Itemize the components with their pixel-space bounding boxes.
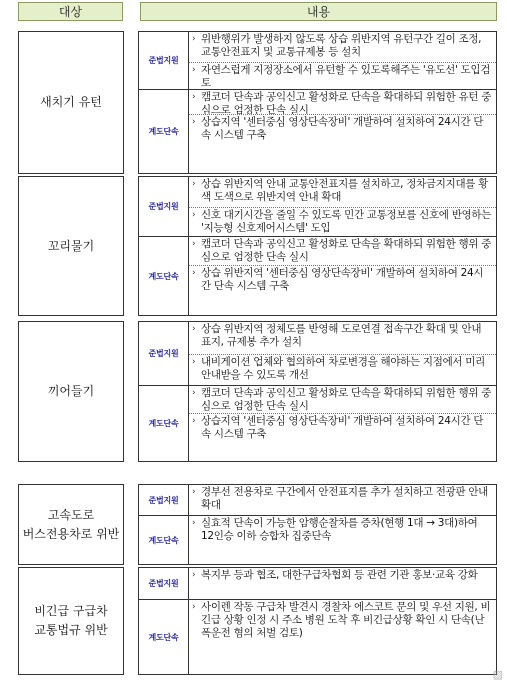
list-item (189, 90, 496, 114)
item-text: 신호 대기시간을 줄일 수 있도록 민간 교통정보를 신호에 반영하는 '지능형 신호제어시스템' 도입 (201, 209, 492, 234)
policy-row (0, 321, 507, 462)
enforcement-items (189, 90, 496, 173)
item-text: 위반행위가 발생하지 않도록 상습 위반지역 유턴구간 길이 조정, 교통안전표지 및 교통규제봉 등 설치 (201, 33, 482, 58)
bullet-icon: › (192, 602, 196, 612)
item-text: 상습지역 '센터중심 영상단속장비' 개발하여 설치하여 24시간 단속 시스템 구축 (201, 415, 484, 440)
target-column-header: 대상 (18, 2, 123, 21)
list-item (189, 516, 496, 554)
enforcement-items (189, 237, 496, 315)
bullet-icon: › (192, 210, 196, 220)
list-item (189, 32, 496, 62)
list-item (189, 568, 496, 600)
enforcement-section (139, 386, 496, 461)
content-cell (138, 567, 497, 675)
enforcement-section (139, 600, 496, 674)
policy-row (0, 484, 507, 565)
enforcement-items (189, 600, 496, 674)
enforcement-items (189, 516, 496, 564)
content-cell (138, 176, 497, 316)
bullet-icon: › (192, 65, 196, 75)
enforcement-label: 계도단속 (139, 90, 189, 173)
list-item (189, 237, 496, 265)
support-items (189, 322, 496, 385)
content-cell (138, 484, 497, 565)
support-label: 준법지원 (139, 485, 189, 515)
enforcement-section (139, 516, 496, 564)
item-text: 실효적 단속이 가능한 암행순찰차를 증차(현행 1대 → 3대)하여 12인승 이하 승합차 집중단속 (201, 517, 478, 542)
list-item (189, 413, 496, 442)
bullet-icon: › (192, 388, 196, 398)
list-item (189, 207, 496, 237)
content-cell (138, 31, 497, 174)
bullet-icon: › (192, 117, 196, 127)
support-items (189, 177, 496, 236)
watermark-mark: ▨ (492, 668, 503, 681)
support-items (189, 485, 496, 515)
list-item (189, 265, 496, 293)
enforcement-label: 계도단속 (139, 516, 189, 564)
enforcement-section (139, 90, 496, 173)
list-item (189, 62, 496, 90)
bullet-icon: › (192, 179, 196, 189)
item-text: 자연스럽게 지정장소에서 유턴할 수 있도록해주는 '유도선' 도입검토 (201, 64, 491, 89)
bullet-icon: › (192, 239, 196, 249)
bullet-icon: › (192, 518, 196, 528)
support-section (139, 485, 496, 516)
support-label: 준법지원 (139, 177, 189, 236)
list-item (189, 485, 496, 516)
bullet-icon: › (192, 324, 196, 334)
enforcement-label: 계도단속 (139, 386, 189, 461)
item-text: 상습지역 '센터중심 영상단속장비' 개발하여 설치하여 24시간 단속 시스템 구축 (201, 116, 484, 141)
policy-row (0, 176, 507, 316)
support-label: 준법지원 (139, 322, 189, 385)
support-section (139, 568, 496, 600)
target-cell: 고속도로 버스전용차로 위반 (18, 484, 124, 565)
policy-row (0, 567, 507, 675)
bullet-icon: › (192, 357, 196, 367)
support-items (189, 32, 496, 89)
bullet-icon: › (192, 416, 196, 426)
target-cell: 새치기 유턴 (18, 31, 124, 174)
content-cell (138, 321, 497, 462)
support-section (139, 322, 496, 386)
target-cell: 비긴급 구급차 교통법규 위반 (18, 567, 124, 675)
bullet-icon: › (192, 92, 196, 102)
list-item (189, 322, 496, 354)
bullet-icon: › (192, 487, 196, 497)
item-text: 경부선 전용차로 구간에서 안전표지를 추가 설치하고 전광판 안내 확대 (201, 486, 489, 511)
item-text: 상습 위반지역 정체도를 반영해 도로연결 접속구간 확대 및 안내 표지, 규제봉 추가 설치 (201, 323, 482, 348)
enforcement-label: 계도단속 (139, 237, 189, 315)
target-cell: 끼어들기 (18, 321, 124, 462)
item-text: 내비게이션 업체와 협의하여 차로변경을 해야하는 지점에서 미리 안내받을 수 있도록 개선 (201, 356, 485, 381)
content-column-header: 내용 (140, 2, 497, 21)
support-label: 준법지원 (139, 568, 189, 599)
support-section (139, 177, 496, 237)
bullet-icon: › (192, 268, 196, 278)
support-label: 준법지원 (139, 32, 189, 89)
support-items (189, 568, 496, 599)
enforcement-label: 계도단속 (139, 600, 189, 674)
item-text: 복지부 등과 협조, 대한구급차협회 등 관련 기관 홍보·교육 강화 (201, 569, 478, 581)
bullet-icon: › (192, 34, 196, 44)
support-section (139, 32, 496, 90)
list-item (189, 114, 496, 142)
list-item (189, 386, 496, 413)
target-cell: 꼬리물기 (18, 176, 124, 316)
list-item (189, 177, 496, 207)
list-item (189, 354, 496, 386)
item-text: 캠코더 단속과 공익신고 활성화로 단속을 확대하되 위험한 행위 중심으로 엄정한 단속 실시 (201, 238, 492, 263)
enforcement-section (139, 237, 496, 315)
item-text: 사이렌 작동 구급차 발견시 경찰차 에스코트 문의 및 우선 지원, 비긴급 상황 인정 시 주소 병원 도착 후 비긴급상황 확인 시 단속(난폭운전 혐의 처벌 검토) (201, 601, 491, 639)
item-text: 상습 위반지역 '센터중심 영상단속장비' 개발하여 설치하여 24시간 단속 시스템 구축 (201, 267, 484, 292)
enforcement-items (189, 386, 496, 461)
item-text: 캠코더 단속과 공익신고 활성화로 단속을 확대하되 위험한 유턴 중심으로 엄정한 단속 실시 (201, 91, 492, 114)
policy-row (0, 31, 507, 174)
item-text: 캠코더 단속과 공익신고 활성화로 단속을 확대하되 위험한 행위 중심으로 엄정한 단속 실시 (201, 387, 492, 412)
list-item (189, 600, 496, 654)
item-text: 상습 위반지역 안내 교통안전표지를 설치하고, 정차금지지대를 황색 도색으로 위반지역 안내 확대 (201, 178, 489, 203)
bullet-icon: › (192, 570, 196, 580)
